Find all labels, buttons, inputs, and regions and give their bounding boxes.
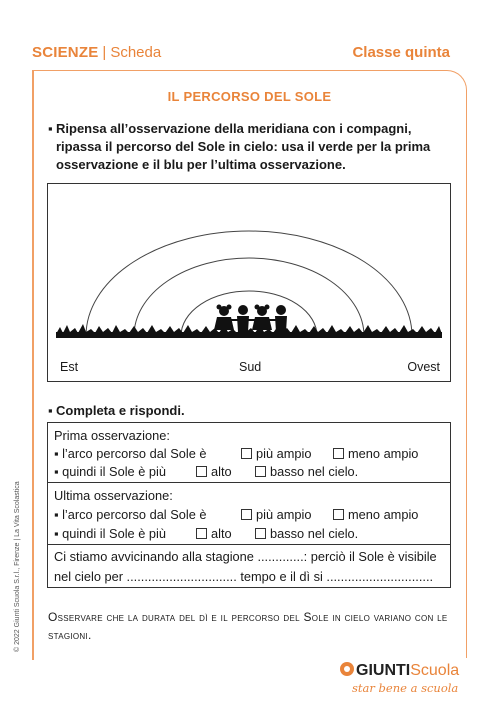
checkbox[interactable] <box>333 509 344 520</box>
class-label: Classe quinta <box>352 44 450 61</box>
page-title: IL PERCORSO DEL SOLE <box>167 89 332 104</box>
publisher-logo <box>340 662 460 702</box>
first-observation-heading: Prima osservazione: <box>54 428 170 443</box>
bullet-icon: ▪ <box>48 121 53 136</box>
checkbox[interactable] <box>196 528 207 539</box>
checkbox[interactable] <box>241 509 252 520</box>
checkbox[interactable] <box>255 528 266 539</box>
last-observation-row <box>48 483 450 545</box>
season-sentence-2: nel cielo per ............................... tempo e il dì si .............................. <box>54 569 434 584</box>
label-west: Ovest <box>407 360 440 374</box>
answer-table <box>47 422 451 588</box>
header-separator: | <box>102 44 107 61</box>
label-east: Est <box>60 360 79 374</box>
teacher-note: Osservare che la durata del dì e il percorso del Sole in cielo variano con le stagioni. <box>48 610 448 642</box>
checkbox[interactable] <box>196 466 207 477</box>
checkbox[interactable] <box>255 466 266 477</box>
checkbox[interactable] <box>333 448 344 459</box>
option-low[interactable]: basso nel cielo. <box>255 526 358 541</box>
option-high[interactable]: alto <box>196 464 232 479</box>
middle-arc <box>134 258 364 336</box>
label-south: Sud <box>239 360 262 374</box>
option-wider[interactable]: più ampio <box>241 507 312 522</box>
page-header <box>32 44 450 66</box>
grass-strip <box>56 324 442 338</box>
first-observation-row <box>48 423 450 483</box>
height-question: ▪ quindi il Sole è più <box>54 464 166 479</box>
option-low[interactable]: basso nel cielo. <box>255 464 358 479</box>
arc-question: ▪ l’arco percorso dal Sole è <box>54 446 207 461</box>
height-question: ▪ quindi il Sole è più <box>54 526 166 541</box>
arcs-illustration <box>48 184 450 381</box>
option-narrower[interactable]: meno ampio <box>333 446 418 461</box>
copyright-notice: © 2022 Giunti Scuola S.r.l., Firenze | La Vita Scolastica <box>14 481 21 652</box>
instruction-text: Completa e rispondi. <box>56 403 185 418</box>
bullet-icon: ▪ <box>48 403 53 418</box>
instruction-observation <box>48 120 448 174</box>
option-wider[interactable]: più ampio <box>241 446 312 461</box>
logo-g-icon <box>340 662 354 676</box>
logo-wordmark: GIUNTIScuola <box>340 662 459 680</box>
logo-tagline: star bene a scuola <box>352 681 459 695</box>
last-height-line <box>54 526 449 541</box>
last-arc-line <box>54 507 449 522</box>
sheet-type-label: Scheda <box>110 44 162 61</box>
checkbox[interactable] <box>241 448 252 459</box>
option-narrower[interactable]: meno ampio <box>333 507 418 522</box>
header-subject-group <box>32 44 161 61</box>
first-arc-line <box>54 446 449 461</box>
option-high[interactable]: alto <box>196 526 232 541</box>
subject-label: SCIENZE <box>32 44 99 61</box>
page-frame-left-edge <box>32 70 34 660</box>
last-observation-heading: Ultima osservazione: <box>54 488 173 503</box>
instruction-text: Ripensa all’osservazione della meridiana con i compagni, ripassa il percorso del Sole in cielo: usa il verde per la prima osservazione e il blu per l’ultima osservazione. <box>56 121 431 172</box>
arc-question: ▪ l’arco percorso dal Sole è <box>54 507 207 522</box>
sun-path-diagram <box>47 183 451 382</box>
season-sentence-1: Ci stiamo avvicinando alla stagione .............: perciò il Sole è visibile <box>54 549 437 564</box>
children-silhouette <box>214 305 287 333</box>
instruction-complete <box>48 402 448 420</box>
first-height-line <box>54 464 449 479</box>
season-row <box>48 545 450 589</box>
